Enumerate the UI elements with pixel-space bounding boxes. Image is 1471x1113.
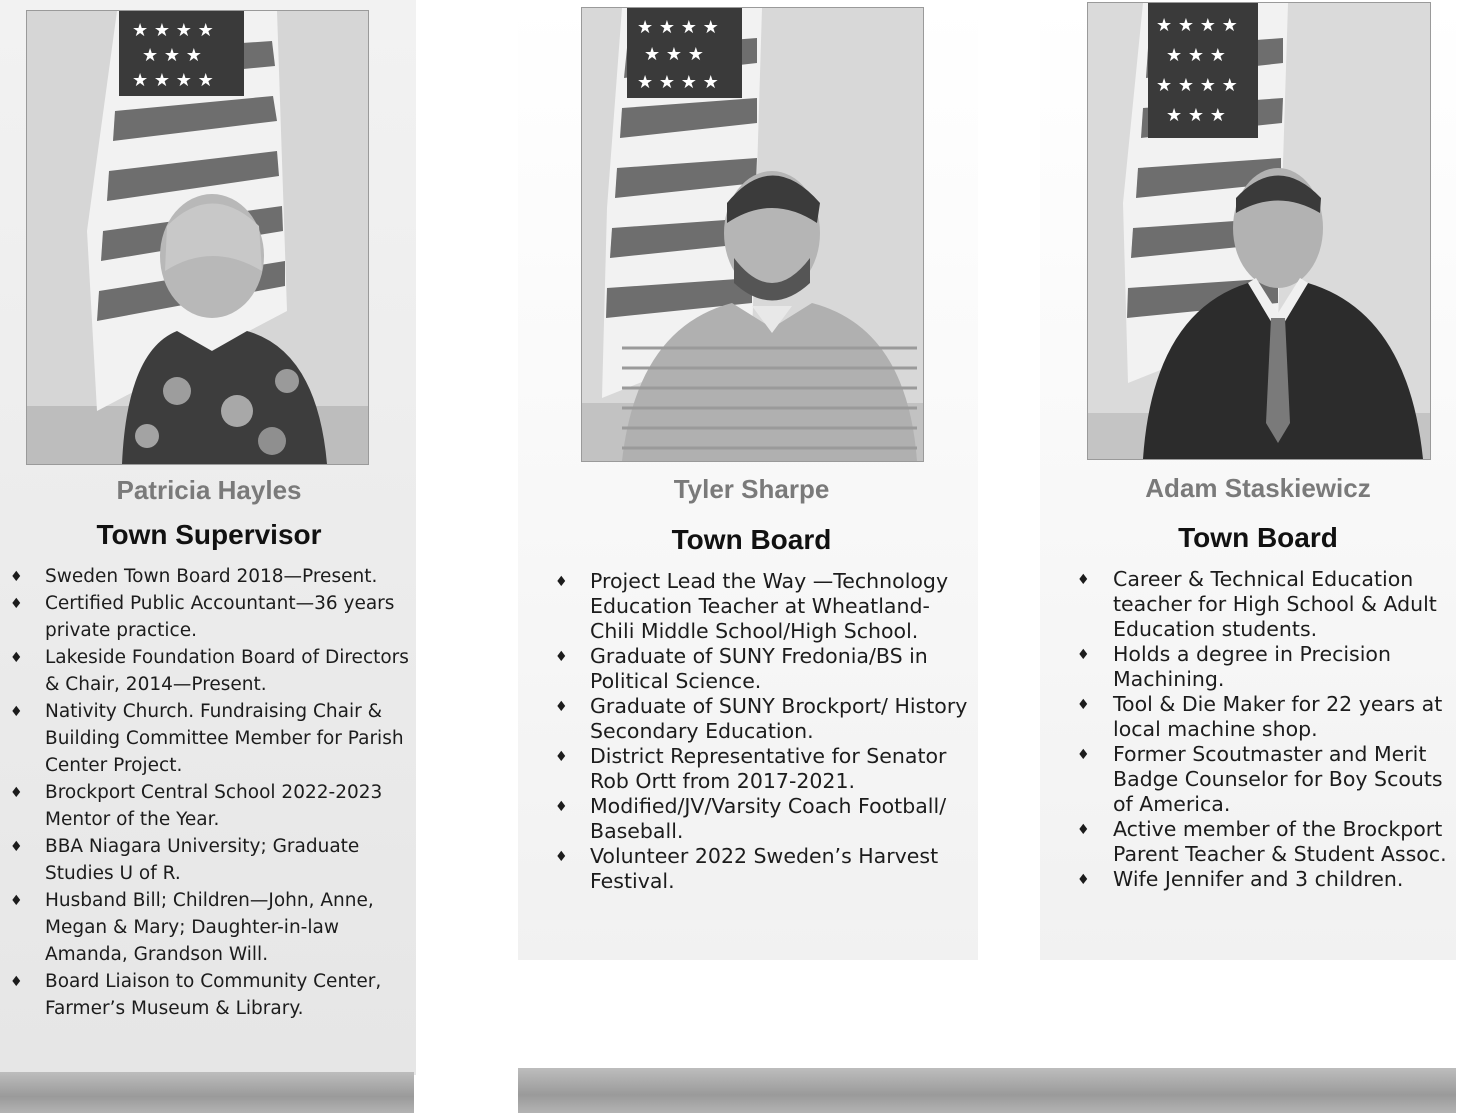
bio-list-item: [0, 590, 412, 644]
bio-list-item: [1072, 642, 1464, 692]
bio-text: Board Liaison to Community Center, Farmer’s Museum & Library.: [45, 971, 382, 1019]
svg-text:★ ★ ★ ★: ★ ★ ★ ★: [1156, 15, 1238, 36]
bio-text: Certified Public Accountant—36 years private practice.: [45, 593, 395, 641]
bio-text: Husband Bill; Children—John, Anne, Megan & Mary; Daughter-in-law Amanda, Grandson Will.: [45, 890, 374, 965]
bio-text: Holds a degree in Precision Machining.: [1113, 642, 1391, 691]
bio-text: Lakeside Foundation Board of Directors & Chair, 2014—Present.: [45, 647, 409, 695]
bio-list-item: [1072, 742, 1464, 817]
diamond-bullet-icon: ♦: [10, 569, 23, 585]
person-name: Patricia Hayles: [116, 475, 302, 505]
bio-text: Active member of the Brockport Parent Teacher & Student Assoc.: [1113, 817, 1447, 866]
bio-text: Project Lead the Way —Technology Education Teacher at Wheatland-Chili Middle School/High School.: [590, 569, 949, 643]
bio-text: Wife Jennifer and 3 children.: [1113, 867, 1404, 891]
person-name: Tyler Sharpe: [673, 474, 830, 504]
svg-text:★ ★ ★ ★: ★ ★ ★ ★: [132, 70, 214, 91]
diamond-bullet-icon: ♦: [555, 574, 568, 590]
diamond-bullet-icon: ♦: [1077, 872, 1090, 888]
bio-text: Career & Technical Education teacher for High School & Adult Education students.: [1113, 567, 1437, 641]
bio-text: Graduate of SUNY Brockport/ History Secondary Education.: [590, 694, 968, 743]
diamond-bullet-icon: ♦: [1077, 572, 1090, 588]
diamond-bullet-icon: ♦: [1077, 647, 1090, 663]
diamond-bullet-icon: ♦: [10, 893, 23, 909]
svg-text:★ ★ ★ ★: ★ ★ ★ ★: [637, 72, 719, 93]
bio-list-item: [0, 887, 412, 968]
bio-list-item: [0, 833, 412, 887]
svg-text:★ ★ ★: ★ ★ ★: [1166, 45, 1226, 66]
person-title: Town Board: [671, 524, 832, 555]
person-name: Adam Staskiewicz: [1145, 473, 1371, 503]
diamond-bullet-icon: ♦: [10, 974, 23, 990]
svg-text:★ ★ ★: ★ ★ ★: [142, 45, 202, 66]
bio-list-item: [1072, 692, 1464, 742]
diamond-bullet-icon: ♦: [1077, 747, 1090, 763]
footer-bar-right: [518, 1068, 1456, 1113]
diamond-bullet-icon: ♦: [1077, 822, 1090, 838]
bio-list-item: [0, 563, 412, 590]
bio-list-item: [0, 779, 412, 833]
diamond-bullet-icon: ♦: [10, 785, 23, 801]
bio-list-item: [0, 644, 412, 698]
footer-bar-left: [0, 1072, 414, 1113]
bio-list-item: [550, 794, 970, 844]
bio-text: Volunteer 2022 Sweden’s Harvest Festival.: [590, 844, 939, 893]
bio-list-item: [550, 694, 970, 744]
bio-list-item: [1072, 867, 1464, 892]
bio-text: Former Scoutmaster and Merit Badge Counselor for Boy Scouts of America.: [1113, 742, 1443, 816]
diamond-bullet-icon: ♦: [555, 749, 568, 765]
bio-list-item: [0, 968, 412, 1022]
bio-list-item: [550, 744, 970, 794]
diamond-bullet-icon: ♦: [555, 849, 568, 865]
bio-list-item: [550, 644, 970, 694]
portrait-photo-patricia-hayles: [26, 10, 369, 465]
diamond-bullet-icon: ♦: [10, 839, 23, 855]
bio-text: District Representative for Senator Rob Ortt from 2017-2021.: [590, 744, 947, 793]
bio-list-item: [0, 698, 412, 779]
bio-text: Sweden Town Board 2018—Present.: [45, 566, 378, 587]
svg-text:★ ★ ★ ★: ★ ★ ★ ★: [132, 20, 214, 41]
portrait-photo-adam-staskiewicz: [1087, 2, 1431, 460]
bio-text: Tool & Die Maker for 22 years at local machine shop.: [1113, 692, 1443, 741]
bio-text: Brockport Central School 2022-2023 Mentor of the Year.: [45, 782, 383, 830]
diamond-bullet-icon: ♦: [555, 699, 568, 715]
diamond-bullet-icon: ♦: [10, 650, 23, 666]
diamond-bullet-icon: ♦: [10, 596, 23, 612]
bio-list-tyler-sharpe: [550, 569, 970, 894]
bio-text: Graduate of SUNY Fredonia/BS in Political Science.: [590, 644, 928, 693]
bio-text: BBA Niagara University; Graduate Studies U of R.: [45, 836, 360, 884]
bio-list-item: [550, 569, 970, 644]
bio-list-patricia-hayles: [0, 563, 412, 1022]
bio-list-item: [1072, 567, 1464, 642]
person-title: Town Board: [1178, 522, 1338, 553]
svg-text:★ ★ ★: ★ ★ ★: [644, 44, 704, 65]
portrait-photo-tyler-sharpe: [581, 7, 924, 462]
diamond-bullet-icon: ♦: [555, 799, 568, 815]
bio-list-item: [1072, 817, 1464, 867]
diamond-bullet-icon: ♦: [555, 649, 568, 665]
diamond-bullet-icon: ♦: [1077, 697, 1090, 713]
person-title: Town Supervisor: [96, 519, 322, 550]
svg-text:★ ★ ★ ★: ★ ★ ★ ★: [1156, 75, 1238, 96]
svg-text:★ ★ ★ ★: ★ ★ ★ ★: [637, 17, 719, 38]
diamond-bullet-icon: ♦: [10, 704, 23, 720]
svg-text:★ ★ ★: ★ ★ ★: [1166, 105, 1226, 126]
bio-text: Modified/JV/Varsity Coach Football/ Baseball.: [590, 794, 947, 843]
bio-list-item: [550, 844, 970, 894]
bio-text: Nativity Church. Fundraising Chair & Building Committee Member for Parish Center Project.: [45, 701, 404, 776]
bio-list-adam-staskiewicz: [1072, 567, 1464, 892]
